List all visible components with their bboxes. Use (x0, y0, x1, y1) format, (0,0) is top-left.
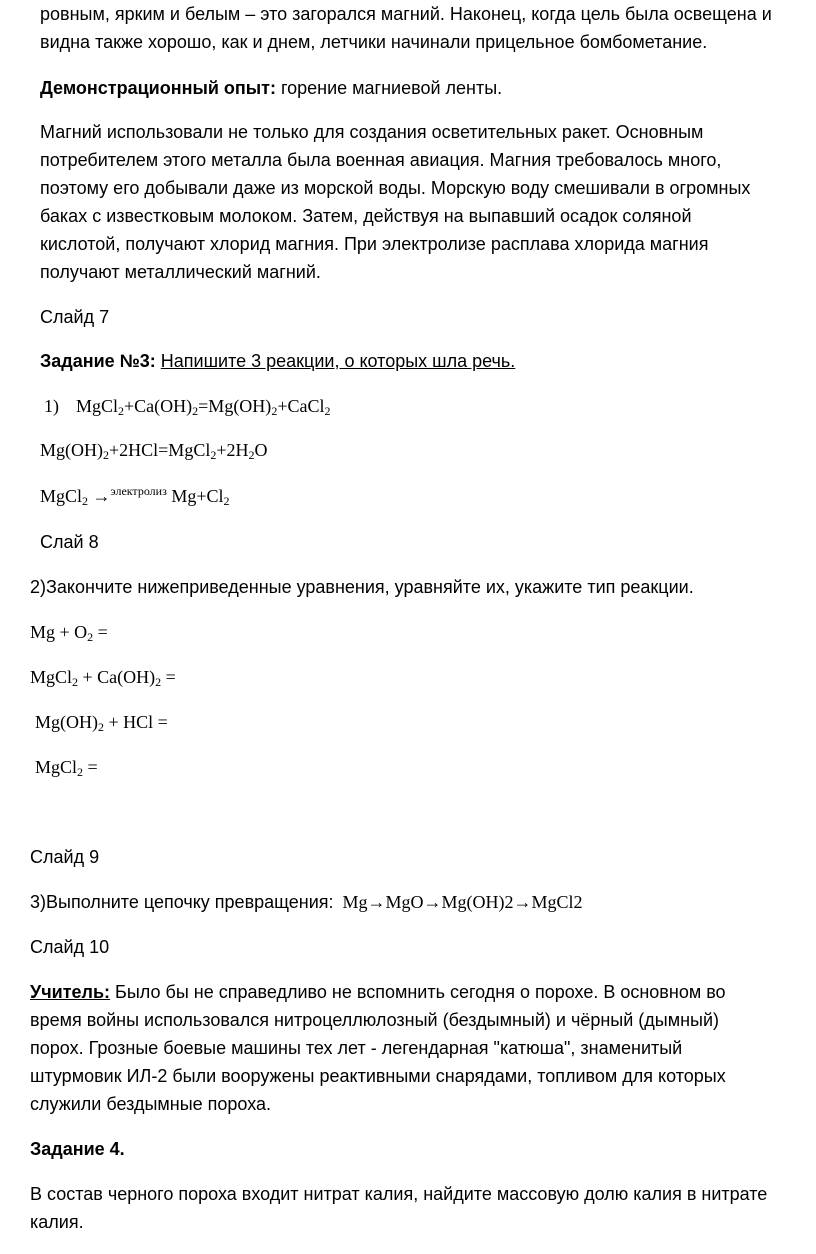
magnesium-line-4: баках с известковым молоком. Затем, действуя на выпавший осадок соляной (40, 206, 692, 226)
teacher-line-1 (30, 978, 726, 1006)
reaction-part: +2H (216, 440, 249, 460)
subscript: 2 (82, 494, 89, 508)
reaction-part: MgCl (76, 396, 119, 416)
equation-part: MgCl (35, 757, 78, 777)
magnesium-line-3: поэтому его добывали даже из морской воды. Морскую воду смешивали в огромных (40, 178, 751, 198)
slide-9-label: Слайд 9 (30, 847, 100, 867)
magnesium-line-6: получают металлический магний. (40, 262, 321, 282)
reaction-part: =Mg(OH) (198, 396, 272, 416)
arrow-icon: → (88, 486, 111, 506)
chain-formula: Mg→MgO→Mg(OH)2→MgCl2 (333, 892, 583, 912)
task-3-text: Напишите 3 реакции, о которых шла речь. (160, 351, 516, 371)
demo-text: горение магниевой ленты. (275, 78, 503, 98)
subscript: 2 (98, 720, 104, 734)
reaction-part: +2HCl=MgCl (109, 440, 211, 460)
equation-part: Mg + O (30, 622, 88, 642)
equation-part: Mg(OH) (35, 712, 98, 732)
magnesium-line-5: кислотой, получают хлорид магния. При электролизе расплава хлорида магния (40, 234, 709, 254)
equation-part: + HCl = (104, 712, 168, 732)
equation-1 (30, 618, 108, 646)
subscript: 2 (210, 448, 217, 462)
task-3-label: Задание №3: (40, 351, 156, 371)
reaction-1 (44, 392, 330, 420)
equation-part: = (83, 757, 98, 777)
reaction-part: +CaCl (277, 396, 325, 416)
demo-label: Демонстрационный опыт: (40, 78, 276, 98)
slide-8-label: Слай 8 (40, 532, 99, 552)
subscript: 2 (192, 404, 199, 418)
demo-experiment (40, 74, 502, 102)
task-4-heading: Задание 4. (30, 1139, 125, 1159)
equation-4 (35, 753, 98, 781)
equation-2 (30, 663, 176, 691)
chain-label: 3)Выполните цепочку превращения: (30, 892, 334, 912)
electrolysis-label: электролиз (110, 484, 167, 498)
subscript: 2 (77, 765, 84, 779)
subscript: 2 (118, 404, 125, 418)
task-chain (30, 888, 583, 916)
reaction-3 (40, 482, 230, 510)
teacher-text: Было бы не справедливо не вспомнить сегодня о порохе. В основном во (110, 982, 726, 1002)
equation-part: MgCl (30, 667, 73, 687)
task-3-heading (40, 347, 515, 375)
equation-part: = (93, 622, 108, 642)
intro-line-2: видна также хорошо, как и днем, летчики начинали прицельное бомбометание. (40, 32, 708, 52)
subscript: 2 (271, 404, 278, 418)
reaction-part: Mg(OH) (40, 440, 103, 460)
magnesium-line-2: потребителем этого металла была военная авиация. Магния требовалось много, (40, 150, 722, 170)
slide-10-label: Слайд 10 (30, 937, 110, 957)
reaction-part: Mg+Cl (166, 486, 224, 506)
equation-part: + Ca(OH) (78, 667, 156, 687)
task-4-line-2: калия. (30, 1212, 84, 1232)
task-4-line-1: В состав черного пороха входит нитрат калия, найдите массовую долю калия в нитрате (30, 1184, 768, 1204)
subscript: 2 (103, 448, 109, 462)
subscript: 2 (223, 494, 230, 508)
teacher-line-5: служили бездымные пороха. (30, 1094, 272, 1114)
subscript: 2 (87, 630, 94, 644)
reaction-part: O (254, 440, 268, 460)
reaction-1-number: 1) (44, 396, 59, 416)
subscript: 2 (155, 675, 162, 689)
task-2-heading: 2)Закончите нижеприведенные уравнения, уравняйте их, укажите тип реакции. (30, 577, 694, 597)
subscript: 2 (248, 448, 255, 462)
equation-3 (35, 708, 168, 736)
reaction-part: MgCl (40, 486, 83, 506)
equation-part: = (161, 667, 176, 687)
subscript: 2 (72, 675, 79, 689)
slide-7-label: Слайд 7 (40, 307, 110, 327)
teacher-line-4: штурмовик ИЛ-2 были вооружены реактивными снарядами, топливом для которых (30, 1066, 726, 1086)
teacher-line-3: порох. Грозные боевые машины тех лет - легендарная "катюша", знаменитый (30, 1038, 683, 1058)
reaction-2 (40, 436, 267, 464)
subscript: 2 (324, 404, 331, 418)
intro-line-1: ровным, ярким и белым – это загорался магний. Наконец, когда цель была освещена и (40, 4, 772, 24)
teacher-label: Учитель: (30, 982, 111, 1002)
reaction-part: +Ca(OH) (124, 396, 193, 416)
teacher-line-2: время войны использовался нитроцеллюлозный (бездымный) и чёрный (дымный) (30, 1010, 720, 1030)
magnesium-line-1: Магний использовали не только для создания осветительных ракет. Основным (40, 122, 704, 142)
